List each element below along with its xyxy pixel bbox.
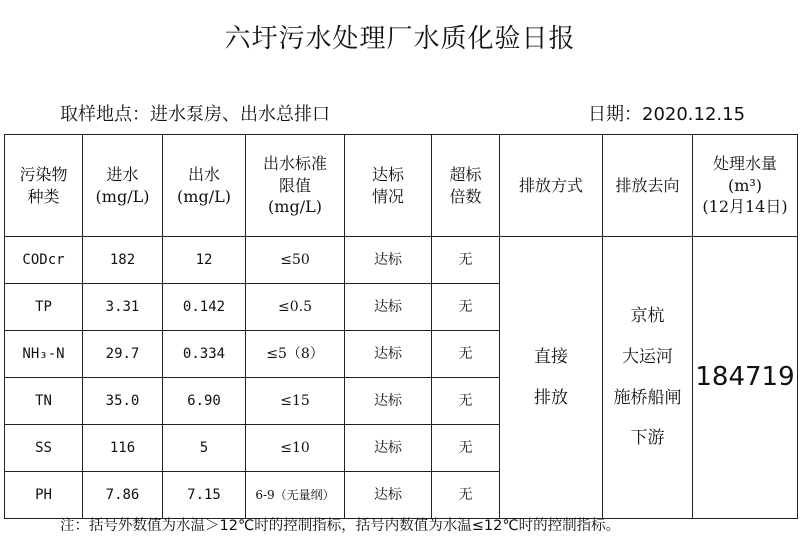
cell-exceed: 无 (432, 237, 500, 284)
header-influent-line2: (mg/L) (95, 186, 150, 206)
cell-pollutant: NH₃-N (5, 331, 83, 378)
header-pollutant-line2: 种类 (27, 186, 60, 206)
cell-influent: 182 (83, 237, 163, 284)
footnote: 注：括号外数值为水温＞12℃时的控制指标，括号内数值为水温≤12℃时的控制指标。 (60, 518, 621, 534)
header-standard (246, 135, 345, 237)
cell-treated-volume: 184719 (693, 237, 798, 519)
cell-compliance: 达标 (345, 237, 432, 284)
cell-pollutant: TN (5, 378, 83, 425)
header-discharge-destination: 排放去向 (603, 135, 693, 237)
destination-line2: 大运河 (622, 346, 673, 367)
header-standard-line3: (mg/L) (268, 197, 322, 217)
destination-line3: 施桥船闸 (613, 387, 682, 408)
cell-standard: ≤10 (246, 425, 345, 472)
table-row (5, 237, 798, 284)
cell-influent: 29.7 (83, 331, 163, 378)
header-exceed (432, 135, 500, 237)
sampling-location: 取样地点：进水泵房、出水总排口 (60, 104, 330, 125)
cell-influent: 35.0 (83, 378, 163, 425)
cell-standard: ≤15 (246, 378, 345, 425)
header-effluent-line2: (mg/L) (177, 186, 231, 206)
header-volume-line3: (12月14日) (702, 197, 788, 217)
cell-compliance: 达标 (345, 284, 432, 331)
cell-standard: ≤0.5 (246, 284, 345, 331)
cell-effluent: 0.334 (163, 331, 246, 378)
cell-discharge-destination (603, 237, 693, 519)
cell-compliance: 达标 (345, 425, 432, 472)
cell-effluent: 7.15 (163, 472, 246, 519)
cell-influent: 3.31 (83, 284, 163, 331)
header-effluent (163, 135, 246, 237)
cell-exceed: 无 (432, 378, 500, 425)
cell-compliance: 达标 (345, 472, 432, 519)
report-title: 六圩污水处理厂水质化验日报 (224, 24, 576, 54)
cell-standard: ≤50 (246, 237, 345, 284)
header-pollutant (5, 135, 83, 237)
cell-exceed: 无 (432, 472, 500, 519)
cell-influent: 116 (83, 425, 163, 472)
cell-standard: 6-9（无量纲） (246, 472, 345, 519)
header-influent-line1: 进水 (106, 164, 139, 184)
header-exceed-line1: 超标 (449, 164, 482, 184)
cell-pollutant: TP (5, 284, 83, 331)
cell-standard: ≤5（8） (246, 331, 345, 378)
header-pollutant-line1: 污染物 (19, 164, 68, 184)
discharge-method-line2: 排放 (534, 387, 568, 408)
cell-discharge-method (500, 237, 603, 519)
header-standard-line2: 限值 (278, 175, 311, 195)
header-volume (693, 135, 798, 237)
cell-effluent: 0.142 (163, 284, 246, 331)
header-exceed-line2: 倍数 (449, 186, 482, 206)
cell-effluent: 5 (163, 425, 246, 472)
report-date: 日期：2020.12.15 (588, 104, 746, 125)
header-volume-line2: (m³) (727, 175, 763, 195)
header-influent (83, 135, 163, 237)
header-compliance-line1: 达标 (371, 164, 404, 184)
cell-exceed: 无 (432, 425, 500, 472)
water-quality-table (4, 134, 798, 519)
cell-pollutant: SS (5, 425, 83, 472)
cell-effluent: 6.90 (163, 378, 246, 425)
header-compliance (345, 135, 432, 237)
cell-pollutant: CODcr (5, 237, 83, 284)
destination-line1: 京杭 (630, 305, 665, 326)
table-header-row (5, 135, 798, 237)
cell-pollutant: PH (5, 472, 83, 519)
cell-exceed: 无 (432, 331, 500, 378)
header-discharge-method: 排放方式 (500, 135, 603, 237)
header-compliance-line2: 情况 (371, 186, 404, 206)
cell-exceed: 无 (432, 284, 500, 331)
cell-effluent: 12 (163, 237, 246, 284)
header-standard-line1: 出水标准 (262, 154, 327, 174)
header-effluent-line1: 出水 (187, 164, 220, 184)
header-volume-line1: 处理水量 (712, 154, 777, 174)
cell-influent: 7.86 (83, 472, 163, 519)
destination-line4: 下游 (630, 428, 665, 449)
cell-compliance: 达标 (345, 331, 432, 378)
discharge-method-line1: 直接 (534, 346, 568, 367)
cell-compliance: 达标 (345, 378, 432, 425)
